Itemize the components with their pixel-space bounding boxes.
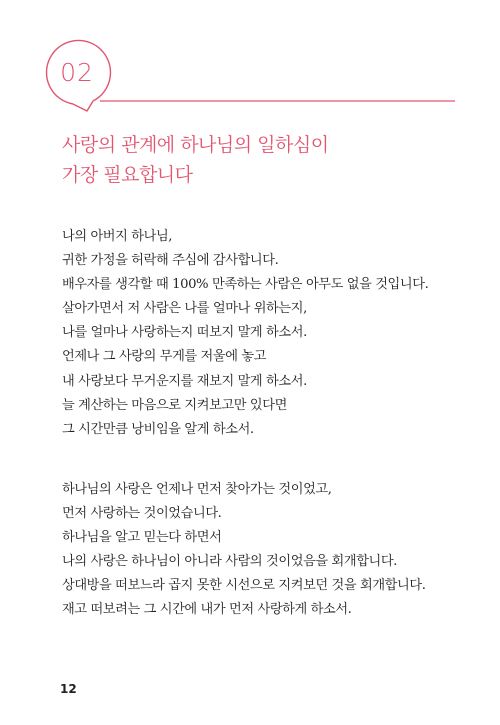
prayer-line: 내 사랑보다 무거운지를 재보지 말게 하소서.: [62, 373, 307, 389]
chapter-title-line: 사랑의 관계에 하나님의 일하심이: [62, 134, 329, 156]
prayer-line: 하나님의 사랑은 언제나 먼저 찾아가는 것이었고,: [62, 482, 332, 497]
prayer-line: 언제나 그 사랑의 무게를 저울에 놓고: [62, 349, 267, 365]
prayer-line: 하나님을 알고 믿는다 하면서: [62, 530, 222, 546]
prayer-line: 나를 얼마나 사랑하는지 떠보지 말게 하소서.: [62, 325, 307, 341]
chapter-header: [0, 0, 500, 120]
prayer-stanza-1: [62, 225, 482, 442]
prayer-line: 나의 아버지 하나님,: [62, 229, 173, 244]
prayer-stanza-2: [62, 478, 482, 623]
chapter-title-line: 가장 필요합니다: [62, 164, 193, 186]
prayer-line: 먼저 사랑하는 것이었습니다.: [62, 506, 222, 522]
chapter-title: [62, 130, 462, 190]
prayer-line: 재고 떠보려는 그 시간에 내가 먼저 사랑하게 하소서.: [62, 602, 352, 618]
page-number: 12: [60, 682, 77, 696]
prayer-line: 배우자를 생각할 때 100% 만족하는 사람은 아무도 없을 것입니다.: [62, 277, 429, 293]
prayer-line: 나의 사랑은 하나님이 아니라 사람의 것이었음을 회개합니다.: [62, 554, 398, 570]
chapter-number: 02: [60, 58, 94, 87]
prayer-line: 상대방을 떠보느라 곱지 못한 시선으로 지켜보던 것을 회개합니다.: [62, 578, 426, 594]
prayer-line: 살아가면서 저 사람은 나를 얼마나 위하는지,: [62, 301, 307, 317]
prayer-line: 귀한 가정을 허락해 주심에 감사합니다.: [62, 253, 279, 269]
prayer-line: 그 시간만큼 낭비임을 알게 하소서.: [62, 421, 254, 437]
prayer-line: 늘 계산하는 마음으로 지켜보고만 있다면: [62, 397, 287, 413]
chapter-badge-tail: [73, 101, 93, 111]
